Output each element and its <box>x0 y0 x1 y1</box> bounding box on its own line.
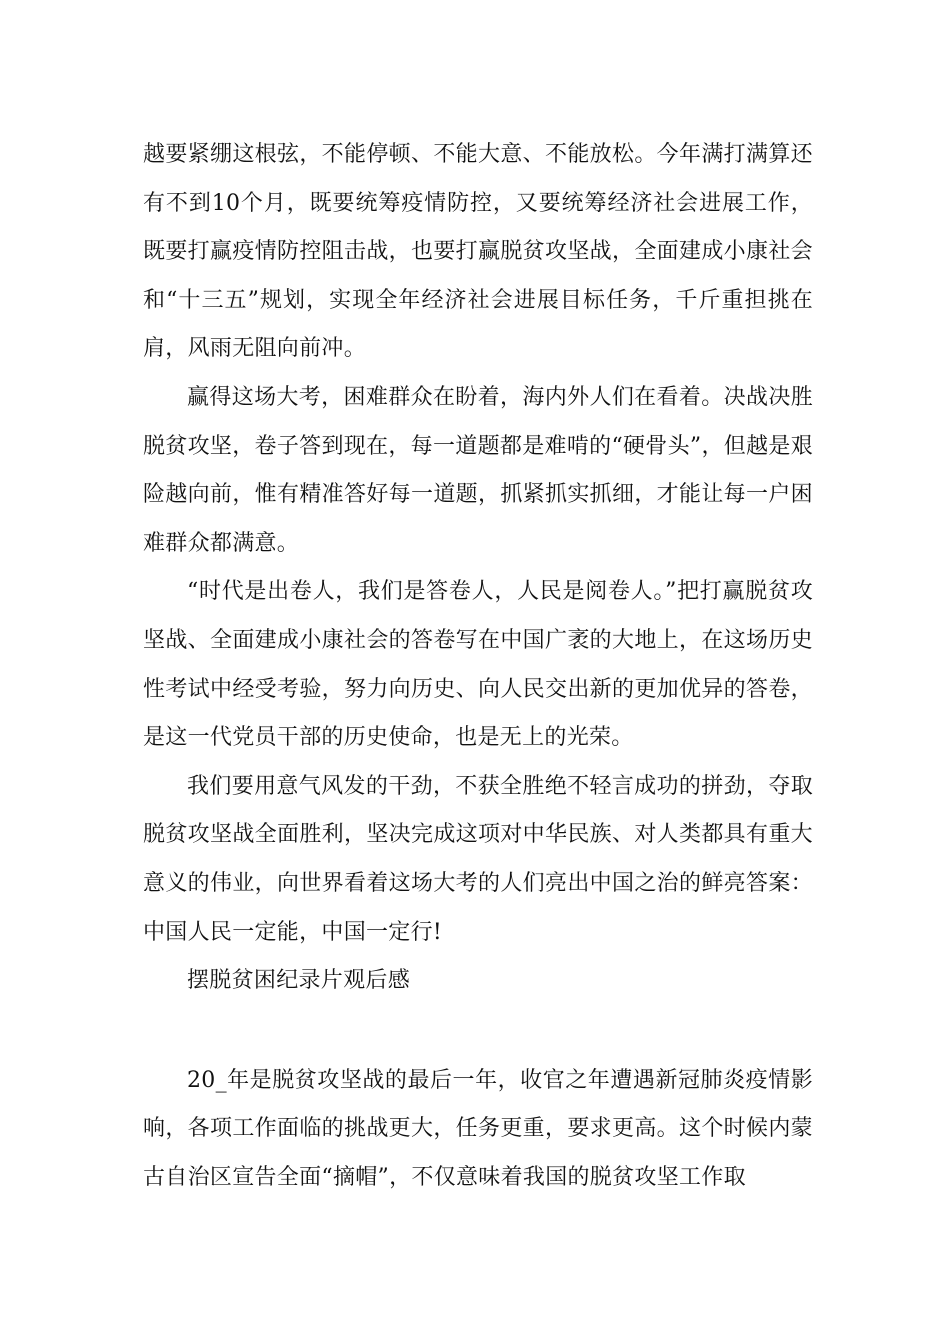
paragraph-2: 赢得这场大考，困难群众在盼着，海内外人们在看着。决战决胜脱贫攻坚，卷子答到现在，每一道题都是难啃的“硬骨头”，但越是艰险越向前，惟有精准答好每一道题，抓紧抓实抓细，才能让每一户困难群众都满意。 <box>143 384 813 556</box>
section-title: 摆脱贫困纪录片观后感 <box>187 968 411 994</box>
section-spacer <box>143 1006 813 1057</box>
paragraph-4: 我们要用意气风发的干劲，不获全胜绝不轻言成功的拼劲，夺取脱贫攻坚战全面胜利，坚决完成这项对中华民族、对人类都具有重大意义的伟业，向世界看着这场大考的人们亮出中国之治的鲜亮答案：中国人民一定能，中国一定行! <box>143 773 813 945</box>
document-body <box>143 131 813 1202</box>
paragraph-5: 20_年是脱贫攻坚战的最后一年，收官之年遭遇新冠肺炎疫情影响，各项工作面临的挑战更大，任务更重，要求更高。这个时候内蒙古自治区宣告全面“摘帽”，不仅意味着我国的脱贫攻坚工作取 <box>143 1067 813 1190</box>
paragraph-3: “时代是出卷人，我们是答卷人，人民是阅卷人。”把打赢脱贫攻坚战、全面建成小康社会的答卷写在中国广袤的大地上，在这场历史性考试中经受考验，努力向历史、向人民交出新的更加优异的答卷，是这一代党员干部的历史使命，也是无上的光荣。 <box>143 579 813 751</box>
paragraph-1: 越要紧绷这根弦，不能停顿、不能大意、不能放松。今年满打满算还有不到10个月，既要统筹疫情防控，又要统筹经济社会进展工作，既要打赢疫情防控阻击战，也要打赢脱贫攻坚战，全面建成小康社会和“十三五”规划，实现全年经济社会进展目标任务，千斤重担挑在肩，风雨无阻向前冲。 <box>143 142 813 362</box>
